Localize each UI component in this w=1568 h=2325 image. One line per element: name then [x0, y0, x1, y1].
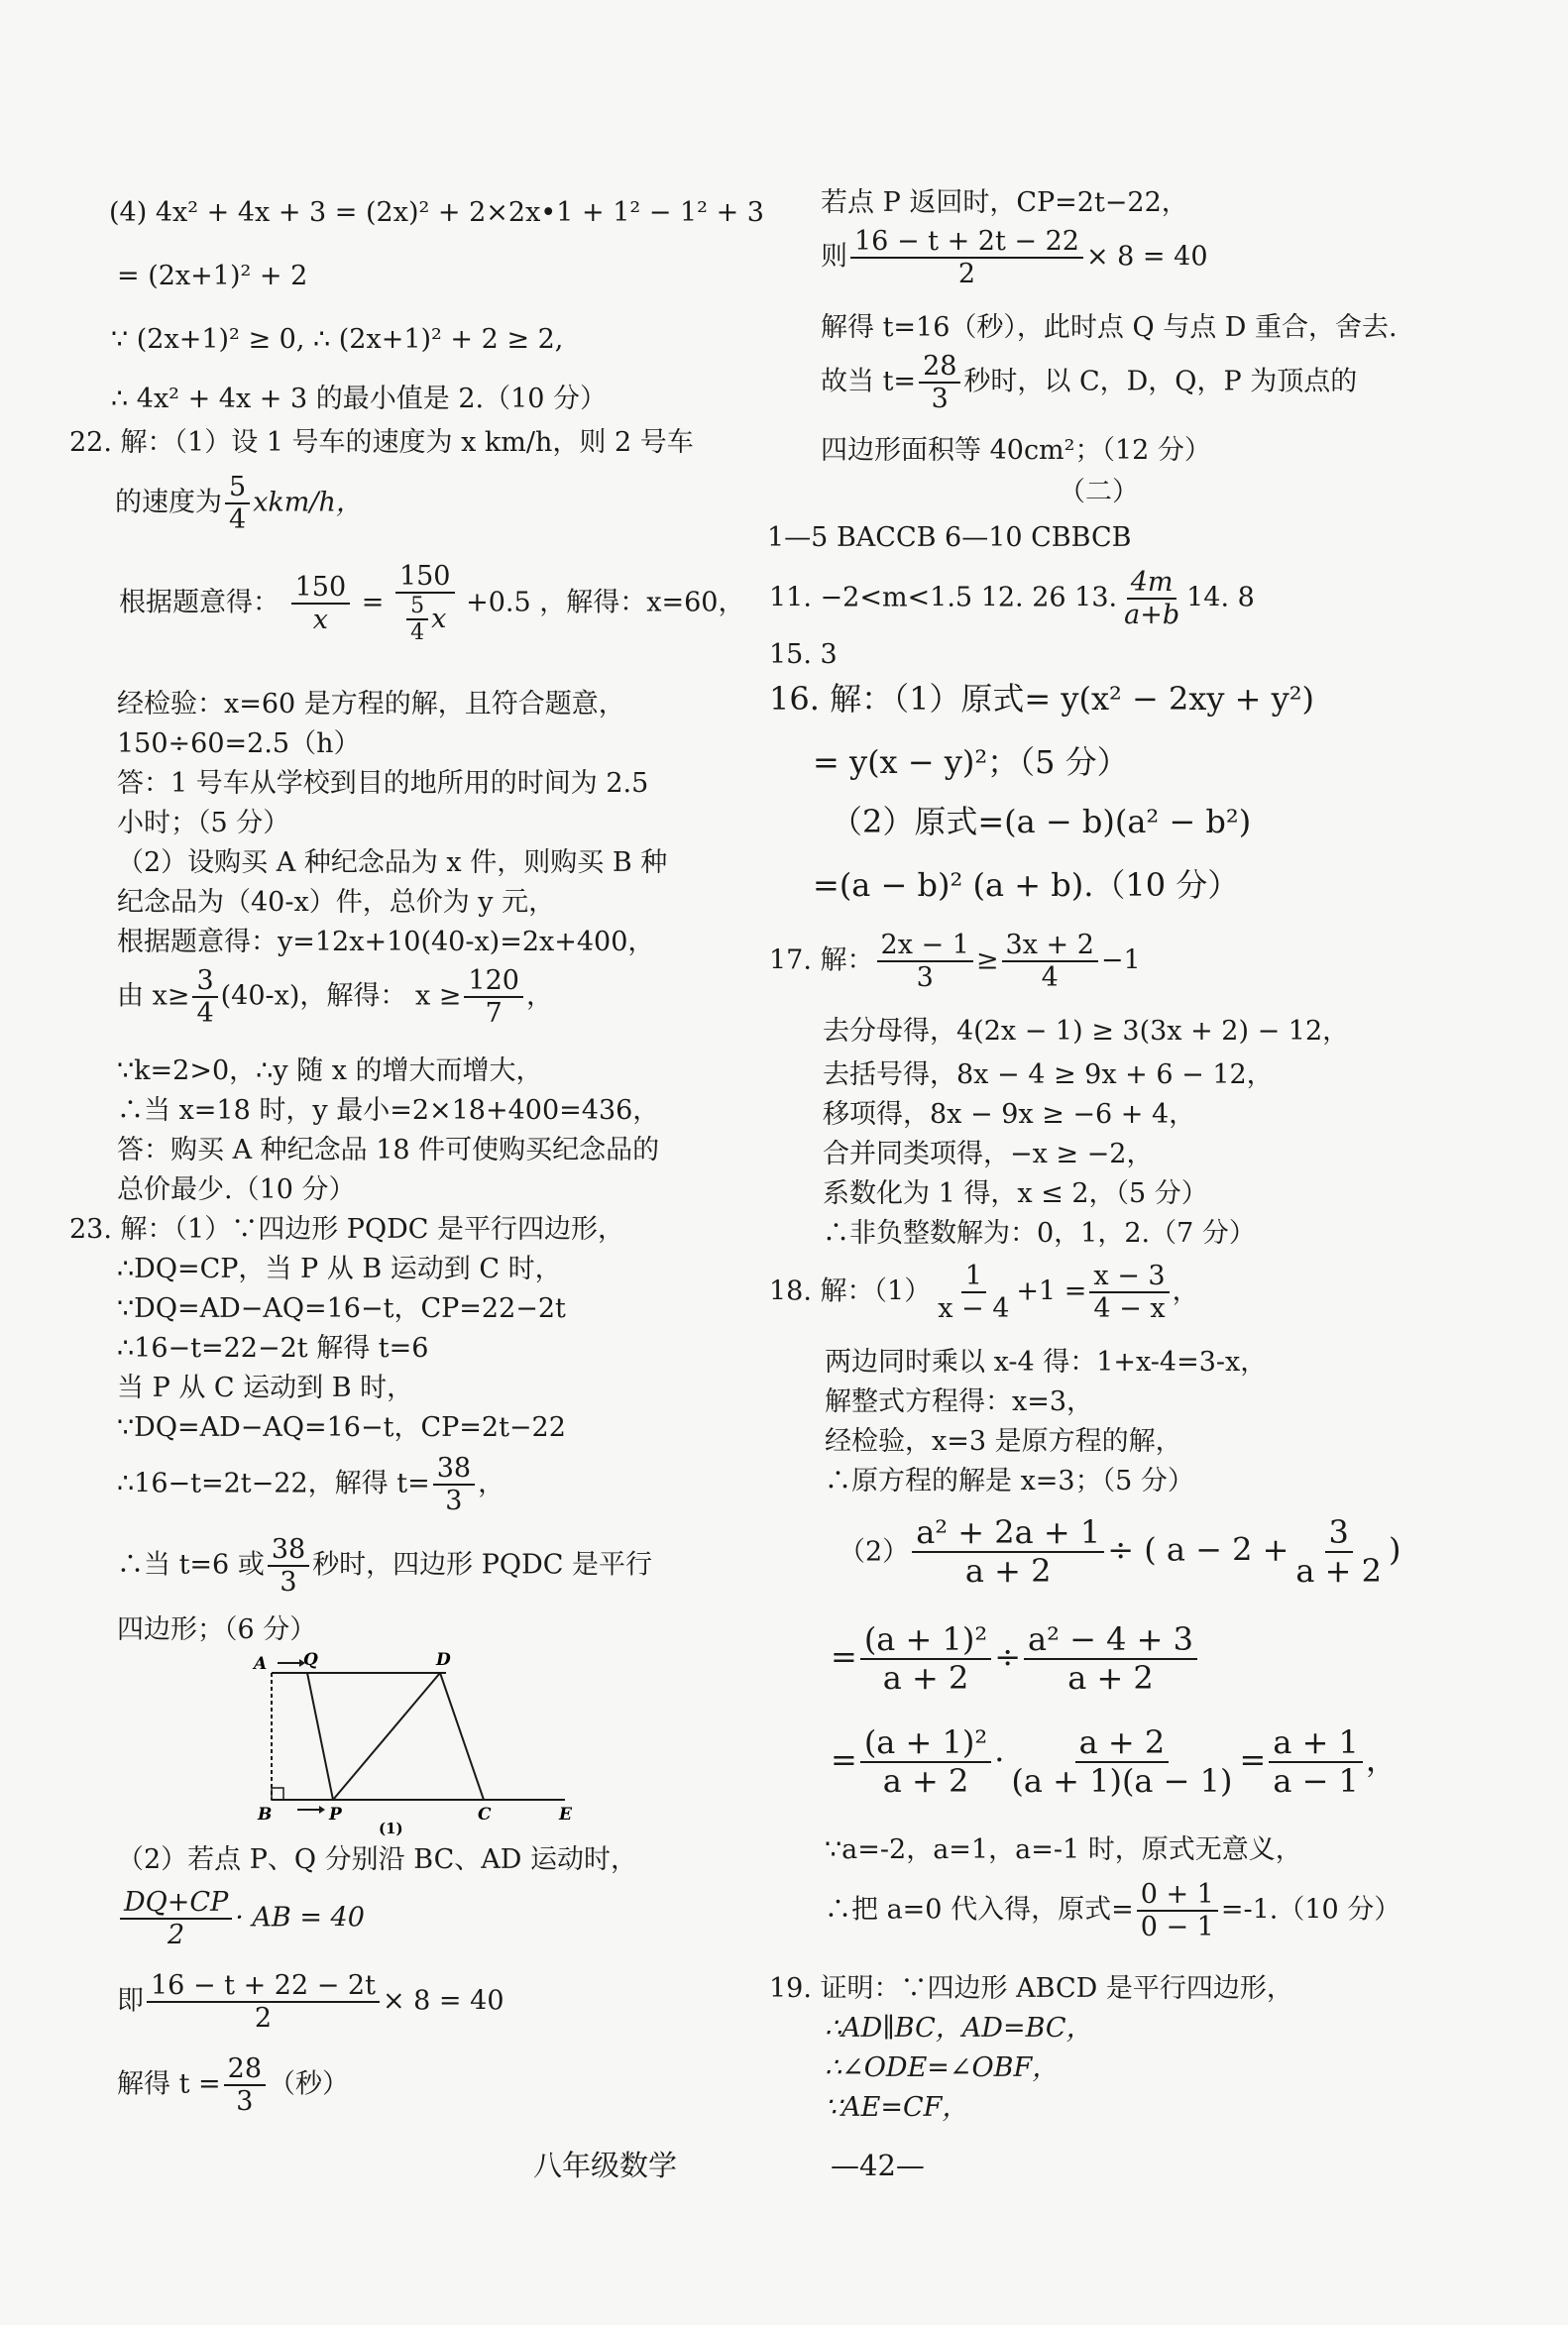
- right-line-1: 若点 P 返回时，CP=2t−22，: [821, 187, 1188, 218]
- q22-line-4: 经检验：x=60 是方程的解，且符合题意，: [117, 689, 625, 720]
- q17-line-3: 去括号得，8x − 4 ≥ 9x + 6 − 12，: [823, 1059, 1274, 1090]
- q18-line-9: ∵a=-2，a=1，a=-1 时，原式无意义，: [825, 1834, 1302, 1865]
- q23-line-13: 解得 t = $\frac{28}{3}$ （秒）: [117, 2053, 349, 2118]
- answers-1-10: 1—5 BACCB 6—10 CBBCB: [767, 522, 1132, 553]
- fraction: $\frac{16 - t + 22 - 2t}{2}$: [147, 1970, 380, 2034]
- right-line-4: 故当 t= $\frac{28}{3}$ 秒时，以 C，D，Q，P 为顶点的: [821, 351, 1358, 415]
- right-line-2: 则 $\frac{16 - t + 2t - 22}{2}$ × 8 = 40: [821, 226, 1208, 290]
- q23-line-8: ∴当 t=6 或 $\frac{38}{3}$ 秒时，四边形 PQDC 是平行: [117, 1534, 652, 1599]
- fraction: $\frac{DQ+CP}{2}$: [120, 1887, 232, 1950]
- segment-qp: [307, 1673, 333, 1800]
- fraction: $\frac{5}{4}$: [225, 472, 250, 535]
- fraction: $\frac{3}{4}$: [192, 965, 217, 1029]
- q18-line-7: = $\frac{\text{(a + 1)²}}{a + 2}$ ÷ $\frac{\text{a² − 4 + 3}}{a + 2}$: [831, 1621, 1200, 1697]
- fraction: $\frac{16 - t + 2t - 22}{2}$: [850, 226, 1083, 289]
- label-p: P: [329, 1805, 342, 1825]
- q17-line-7: ∴非负整数解为：0，1，2.（7 分）: [823, 1218, 1256, 1249]
- fraction: $\frac{38}{3}$: [433, 1453, 475, 1516]
- fraction: $\frac{4m}{a+b}$: [1124, 567, 1180, 631]
- fraction: $\frac{38}{3}$: [268, 1534, 309, 1598]
- q22-line-13: ∴当 x=18 时，y 最小=2×18+400=436，: [117, 1095, 660, 1126]
- q18-line-1: 18. 解：（1） $\frac{1}{x - 4}$ +1 = $\frac{x - 3}{4 - x}$ ，: [769, 1261, 1199, 1325]
- fraction: $\frac{1}{x - 4}$: [938, 1261, 1010, 1325]
- page-number: —42—: [831, 2149, 925, 2182]
- q22-line-1: 22. 解：（1）设 1 号车的速度为 x km/h，则 2 号车: [69, 427, 694, 458]
- label-c: C: [478, 1805, 492, 1825]
- right-angle-mark: [272, 1788, 283, 1800]
- q23-line-11: $\frac{DQ+CP}{2}$ · AB = 40: [117, 1887, 365, 1950]
- q22-line-5: 150÷60=2.5（h）: [117, 728, 361, 759]
- left-line-1: (4) 4x² + 4x + 3 = (2x)² + 2×2x•1 + 1² − 1² + 3: [109, 197, 764, 228]
- q18-line-4: 经检验，x=3 是原方程的解，: [825, 1426, 1182, 1457]
- left-line-4: ∴ 4x² + 4x + 3 的最小值是 2.（10 分）: [111, 384, 608, 414]
- q17-line-2: 去分母得，4(2x − 1) ≥ 3(3x + 2) − 12，: [823, 1016, 1350, 1047]
- q17-line-4: 移项得，8x − 9x ≥ −6 + 4，: [823, 1099, 1196, 1130]
- q19-line-3: ∴∠ODE=∠OBF，: [825, 2052, 1060, 2083]
- q18-line-8: = $\frac{\text{(a + 1)²}}{a + 2}$ · $\frac{a + 2}{(a + 1)(a - 1)}$ = $\frac{a + 1}{a - 1}$ ，: [831, 1723, 1398, 1800]
- q16-line-1: 16. 解：（1）原式= y(x² − 2xy + y²): [769, 680, 1315, 718]
- fraction: $\frac{28}{3}$: [919, 351, 960, 414]
- fraction: $\frac{28}{3}$: [224, 2053, 266, 2117]
- segment-pd: [333, 1673, 440, 1800]
- label-b: B: [258, 1805, 273, 1825]
- fraction: $\frac{3x + 2}{4}$: [1002, 930, 1098, 993]
- figure-caption: (1): [379, 1820, 403, 1837]
- q23-line-1: 23. 解：（1）∵四边形 PQDC 是平行四边形，: [69, 1214, 624, 1245]
- fraction: $\frac{x - 3}{4 - x}$: [1089, 1261, 1169, 1324]
- q17-line-6: 系数化为 1 得，x ≤ 2，（5 分）: [823, 1178, 1208, 1209]
- fraction: $\frac{0 + 1}{0 - 1}$: [1137, 1879, 1218, 1942]
- q22-line-9: 纪念品为（40-x）件，总价为 y 元，: [117, 887, 556, 918]
- parallelogram-figure: [248, 1651, 595, 1839]
- q19-line-4: ∵AE=CF，: [825, 2092, 969, 2123]
- q22-line-6: 答：1 号车从学校到目的地所用的时间为 2.5: [117, 768, 649, 799]
- label-e: E: [559, 1805, 572, 1825]
- q18-line-2: 两边同时乘以 x-4 得：1+x-4=3-x，: [825, 1347, 1268, 1378]
- q22-line-2: 的速度为 $\frac{5}{4}$ xkm/h，: [115, 472, 363, 536]
- q22-line-11: 由 x≥ $\frac{3}{4}$ (40-x)，解得： x ≥ $\frac{120}{7}$ ，: [117, 965, 553, 1030]
- fraction: $\frac{3}{a + 2}$: [1295, 1513, 1383, 1590]
- q23-line-3: ∵DQ=AD−AQ=16−t，CP=22−2t: [117, 1293, 566, 1324]
- q19-line-2: ∴AD∥BC，AD=BC，: [825, 2013, 1093, 2044]
- q22-line-8: （2）设购买 A 种纪念品为 x 件，则购买 B 种: [117, 847, 668, 878]
- q18-line-6: （2） $\frac{\text{a² + 2a + 1}}{a + 2}$ ÷ ( a − 2 + $\frac{3}{a + 2}$ ): [839, 1513, 1401, 1590]
- q23-line-5: 当 P 从 C 运动到 B 时，: [117, 1373, 414, 1403]
- section-heading: （二）: [1059, 477, 1139, 507]
- q18-line-10: ∴把 a=0 代入得，原式= $\frac{0 + 1}{0 - 1}$ =-1.（10 分）: [825, 1879, 1401, 1943]
- segment-dc: [440, 1673, 484, 1800]
- q17-line-1: 17. 解： $\frac{2x - 1}{3}$ ≥ $\frac{3x + 2}{4}$ −1: [769, 930, 1141, 994]
- fraction: $\frac{\text{(a + 1)²}}{a + 2}$: [860, 1724, 991, 1800]
- fraction: $\frac{a + 1}{a - 1}$: [1269, 1724, 1363, 1800]
- q23-line-12: 即 $\frac{16 - t + 22 - 2t}{2}$ × 8 = 40: [117, 1970, 504, 2035]
- fraction: $\frac{\text{(a + 1)²}}{a + 2}$: [860, 1621, 991, 1697]
- q16-line-2: = y(x − y)²；（5 分）: [813, 743, 1129, 781]
- q23-line-6: ∵DQ=AD−AQ=16−t，CP=2t−22: [117, 1412, 566, 1443]
- q23-line-7: ∴16−t=2t−22，解得 t= $\frac{38}{3}$ ，: [117, 1453, 505, 1517]
- fraction: 150 $\frac{5}{4}$ x: [395, 561, 455, 646]
- left-line-2: = (2x+1)² + 2: [117, 261, 308, 291]
- q17-line-5: 合并同类项得，−x ≥ −2，: [823, 1139, 1154, 1169]
- q23-line-10: （2）若点 P、Q 分别沿 BC、AD 运动时，: [117, 1844, 637, 1875]
- fraction: $\frac{150}{x}$: [291, 572, 351, 635]
- q16-line-4: =(a − b)² (a + b).（10 分）: [813, 866, 1240, 904]
- q23-line-4: ∴16−t=22−2t 解得 t=6: [117, 1333, 429, 1364]
- q22-line-12: ∵k=2>0，∴y 随 x 的增大而增大，: [117, 1055, 543, 1086]
- right-line-3: 解得 t=16（秒），此时点 Q 与点 D 重合，舍去.: [821, 312, 1398, 343]
- left-line-3: ∵ (2x+1)² ≥ 0, ∴ (2x+1)² + 2 ≥ 2,: [111, 324, 564, 355]
- q22-line-15: 总价最少.（10 分）: [117, 1174, 356, 1205]
- q23-line-2: ∴DQ=CP，当 P 从 B 运动到 C 时，: [117, 1254, 562, 1284]
- answers-11-14: 11. −2<m<1.5 12. 26 13. $\frac{4m}{a+b}$ 14. 8: [769, 567, 1255, 631]
- footer-subject: 八年级数学: [533, 2149, 678, 2182]
- q19-line-1: 19. 证明：∵四边形 ABCD 是平行四边形，: [769, 1973, 1293, 2004]
- fraction: $\frac{2x - 1}{3}$: [877, 930, 973, 993]
- label-d: D: [436, 1651, 451, 1670]
- answer-15: 15. 3: [769, 639, 838, 670]
- q18-line-3: 解整式方程得：x=3，: [825, 1386, 1094, 1417]
- label-q: Q: [303, 1651, 318, 1670]
- q16-line-3: （2）原式=(a − b)(a² − b²): [831, 803, 1252, 840]
- q22-line-10: 根据题意得：y=12x+10(40-x)=2x+400，: [117, 927, 655, 957]
- fraction: $\frac{120}{7}$: [464, 965, 523, 1029]
- label-a: A: [254, 1654, 268, 1674]
- q22-line-14: 答：购买 A 种纪念品 18 件可使购买纪念品的: [117, 1135, 660, 1165]
- fraction: $\frac{5}{4}$: [406, 594, 428, 646]
- fraction: $\frac{a + 2}{(a + 1)(a - 1)}$: [1011, 1723, 1233, 1800]
- q23-line-9: 四边形；（6 分）: [117, 1614, 317, 1645]
- q22-line-7: 小时；（5 分）: [117, 808, 290, 838]
- q22-line-3: 根据题意得： $\frac{150}{x}$ = 150 $\frac{5}{4}$ x +0.5 ，解得：x=60，: [119, 561, 745, 646]
- fraction: $\frac{\text{a² − 4 + 3}}{a + 2}$: [1024, 1621, 1197, 1697]
- fraction: $\frac{\text{a² + 2a + 1}}{a + 2}$: [912, 1514, 1104, 1590]
- right-line-5: 四边形面积等 40cm²；（12 分）: [821, 435, 1211, 466]
- q18-line-5: ∴原方程的解是 x=3；（5 分）: [825, 1466, 1194, 1496]
